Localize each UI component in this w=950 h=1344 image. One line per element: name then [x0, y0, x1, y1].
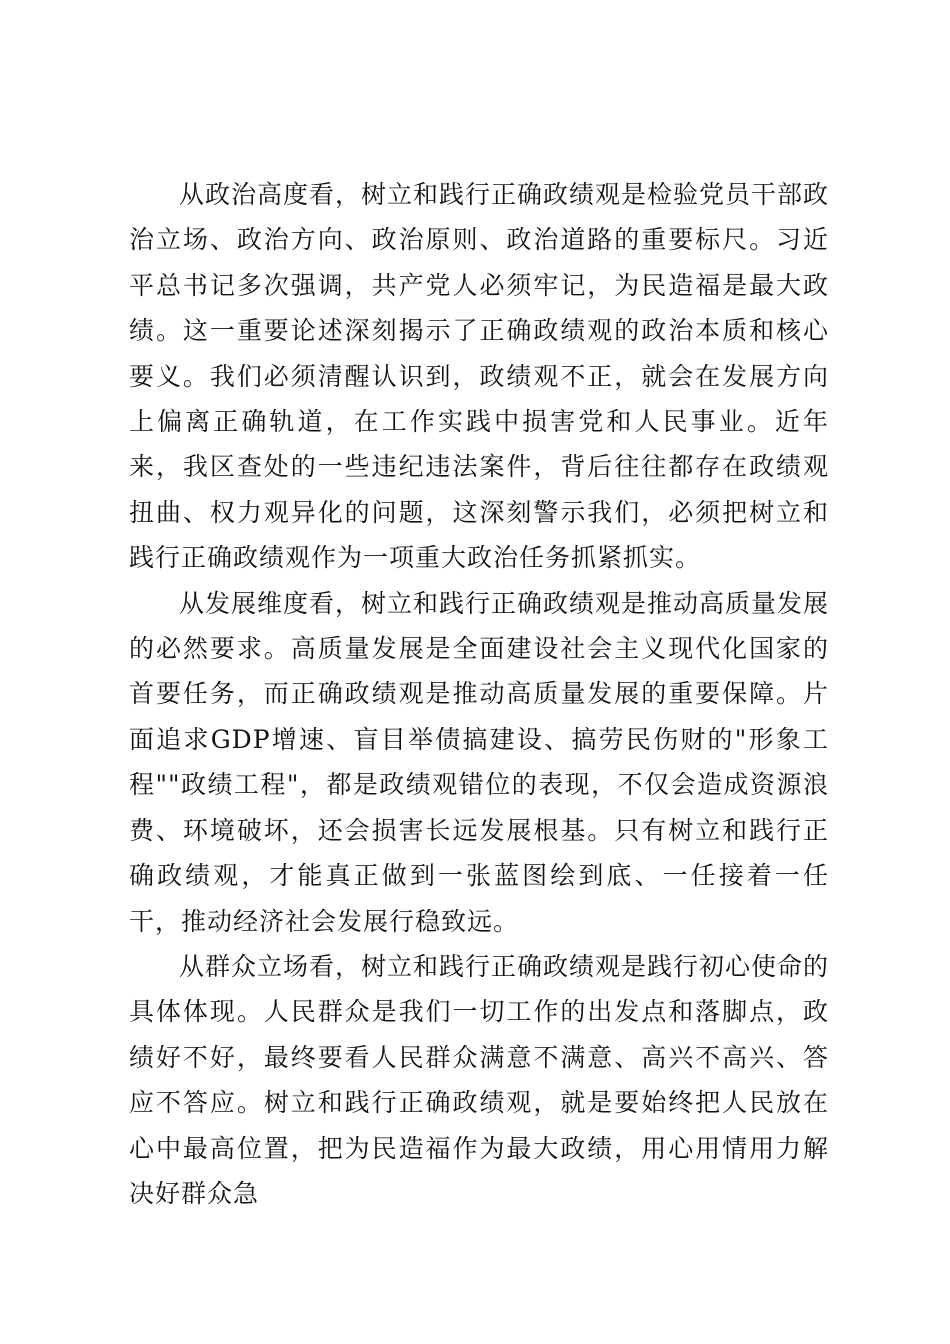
paragraph-mass-standpoint: 从群众立场看，树立和践行正确政绩观是践行初心使命的具体体现。人民群众是我们一切工作的出发点和落脚点，政绩好不好，最终要看人民群众满意不满意、高兴不高兴、答应不答应。树立和践行正确政绩观，就是要始终把人民放在心中最高位置，把为民造福作为最大政绩，用心用情用力解决好群众急 — [129, 951, 830, 1208]
paragraph-political-height: 从政治高度看，树立和践行正确政绩观是检验党员干部政治立场、政治方向、政治原则、政治道路的重要标尺。习近平总书记多次强调，共产党人必须牢记，为民造福是最大政绩。这一重要论述深刻揭示了正确政绩观的政治本质和核心要义。我们必须清醒认识到，政绩观不正，就会在发展方向上偏离正确轨道，在工作实践中损害党和人民事业。近年来，我区查处的一些违纪违法案件，背后往往都存在政绩观扭曲、权力观异化的问题，这深刻警示我们，必须把树立和践行正确政绩观作为一项重大政治任务抓紧抓实。 — [129, 180, 830, 573]
document-body — [129, 172, 829, 1216]
paragraph-development-dimension: 从发展维度看，树立和践行正确政绩观是推动高质量发展的必然要求。高质量发展是全面建设社会主义现代化国家的首要任务，而正确政绩观是推动高质量发展的重要保障。片面追求GDP增速、盲目举债搞建设、搞劳民伤财的"形象工程""政绩工程"，都是政绩观错位的表现，不仅会造成资源浪费、环境破坏，还会损害长远发展根基。只有树立和践行正确政绩观，才能真正做到一张蓝图绘到底、一任接着一任干，推动经济社会发展行稳致远。 — [129, 588, 830, 936]
